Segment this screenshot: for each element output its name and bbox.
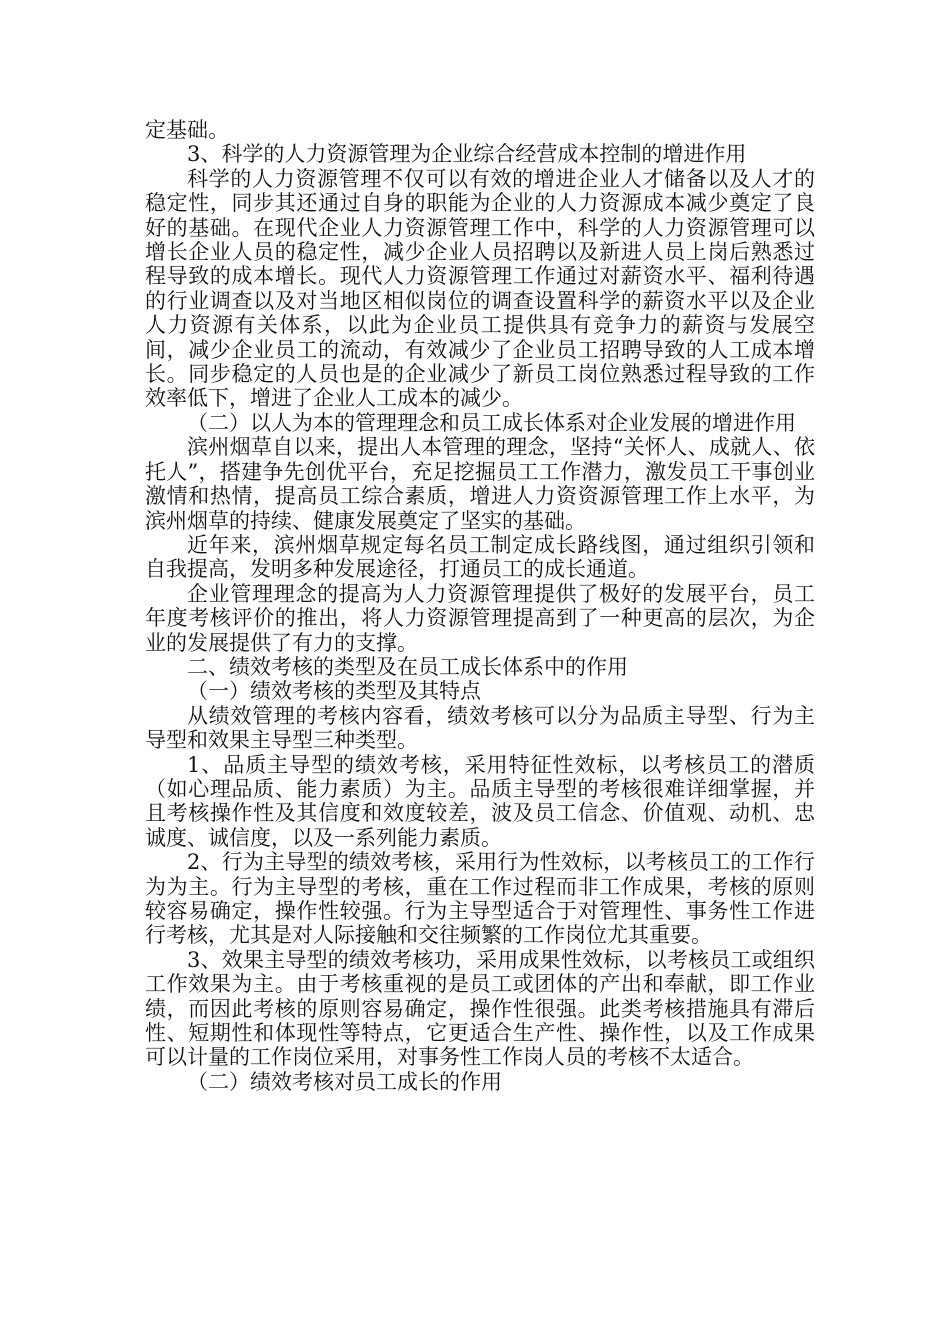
subheading-cost-control: 3、科学的人力资源管理为企业综合经营成本控制的增进作用 bbox=[187, 142, 747, 167]
subheading-assessment-types: （一）绩效考核的类型及其特点 bbox=[187, 679, 481, 704]
subheading-assessment-effect: （二）绩效考核对员工成长的作用 bbox=[187, 1069, 502, 1094]
paragraph-assessment-overview: 从绩效管理的考核内容看，绩效考核可以分为品质主导型、行为主导型和效果主导型三种类型。 bbox=[145, 703, 815, 753]
paragraph-growth-roadmap: 近年来，滨州烟草规定每名员工制定成长路线图，通过组织引领和自我提高，发明多种发展途径，打通员工的成长通道。 bbox=[145, 532, 815, 582]
paragraph-management-concept: 企业管理理念的提高为人力资源管理提供了极好的发展平台，员工年度考核评价的推出，将人力资源管理提高到了一种更高的层次，为企业的发展提供了有力的支撑。 bbox=[145, 581, 815, 655]
paragraph-quality-oriented: 1、品质主导型的绩效考核，采用特征性效标，以考核员工的潜质（如心理品质、能力素质）为主。品质主导型的考核很难详细掌握，并且考核操作性及其信度和效度较差，波及员工信念、价值观、动机、忠诚度、诚信度，以及一系列能力素质。 bbox=[145, 752, 815, 850]
paragraph-hr-cost: 科学的人力资源管理不仅可以有效的增进企业人才储备以及人才的稳定性，同步其还通过自身的职能为企业的人力资源成本减少奠定了良好的基础。在现代企业人力资源管理工作中，科学的人力资源管理可以增长企业人员的稳定性，减少企业人员招聘以及新进人员上岗后熟悉过程导致的成本增长。现代人力资源管理工作通过对薪资水平、福利待遇的行业调查以及对当地区相似岗位的调查设置科学的薪资水平以及企业人力资源有关体系，以此为企业员工提供具有竞争力的薪资与发展空间，减少企业员工的流动，有效减少了企业员工招聘导致的人工成本增长。同步稳定的人员也是的企业减少了新员工岗位熟悉过程导致的工作效率低下，增进了企业人工成本的减少。 bbox=[145, 166, 815, 411]
paragraph-binzhou-tobacco: 滨州烟草自以来，提出人本管理的理念，坚持“关怀人、成就人、依托人”，搭建争先创优平台，充足挖掘员工工作潜力，激发员工干事创业激情和热情，提高员工综合素质，增进人力资资源管理工作上水平，为滨州烟草的持续、健康发展奠定了坚实的基础。 bbox=[145, 435, 815, 533]
document-page bbox=[145, 118, 815, 1094]
paragraph-continuation: 定基础。 bbox=[145, 118, 229, 142]
paragraph-result-oriented: 3、效果主导型的绩效考核功，采用成果性效标，以考核员工或组织工作效果为主。由于考核重视的是员工或团体的产出和奉献，即工作业绩，而因此考核的原则容易确定，操作性很强。此类考核措施具有滞后性、短期性和体现性等特点，它更适合生产性、操作性，以及工作成果可以计量的工作岗位采用，对事务性工作岗人员的考核不太适合。 bbox=[145, 947, 815, 1070]
heading-section-two: 二、绩效考核的类型及在员工成长体系中的作用 bbox=[187, 654, 628, 679]
paragraph-behavior-oriented: 2、行为主导型的绩效考核，采用行为性效标，以考核员工的工作行为为主。行为主导型的考核，重在工作过程而非工作成果，考核的原则较容易确定，操作性较强。行为主导型适合于对管理性、事务性工作进行考核，尤其是对人际接触和交往频繁的工作岗位尤其重要。 bbox=[145, 850, 815, 948]
subheading-people-oriented: （二）以人为本的管理理念和员工成长体系对企业发展的增进作用 bbox=[187, 410, 796, 435]
